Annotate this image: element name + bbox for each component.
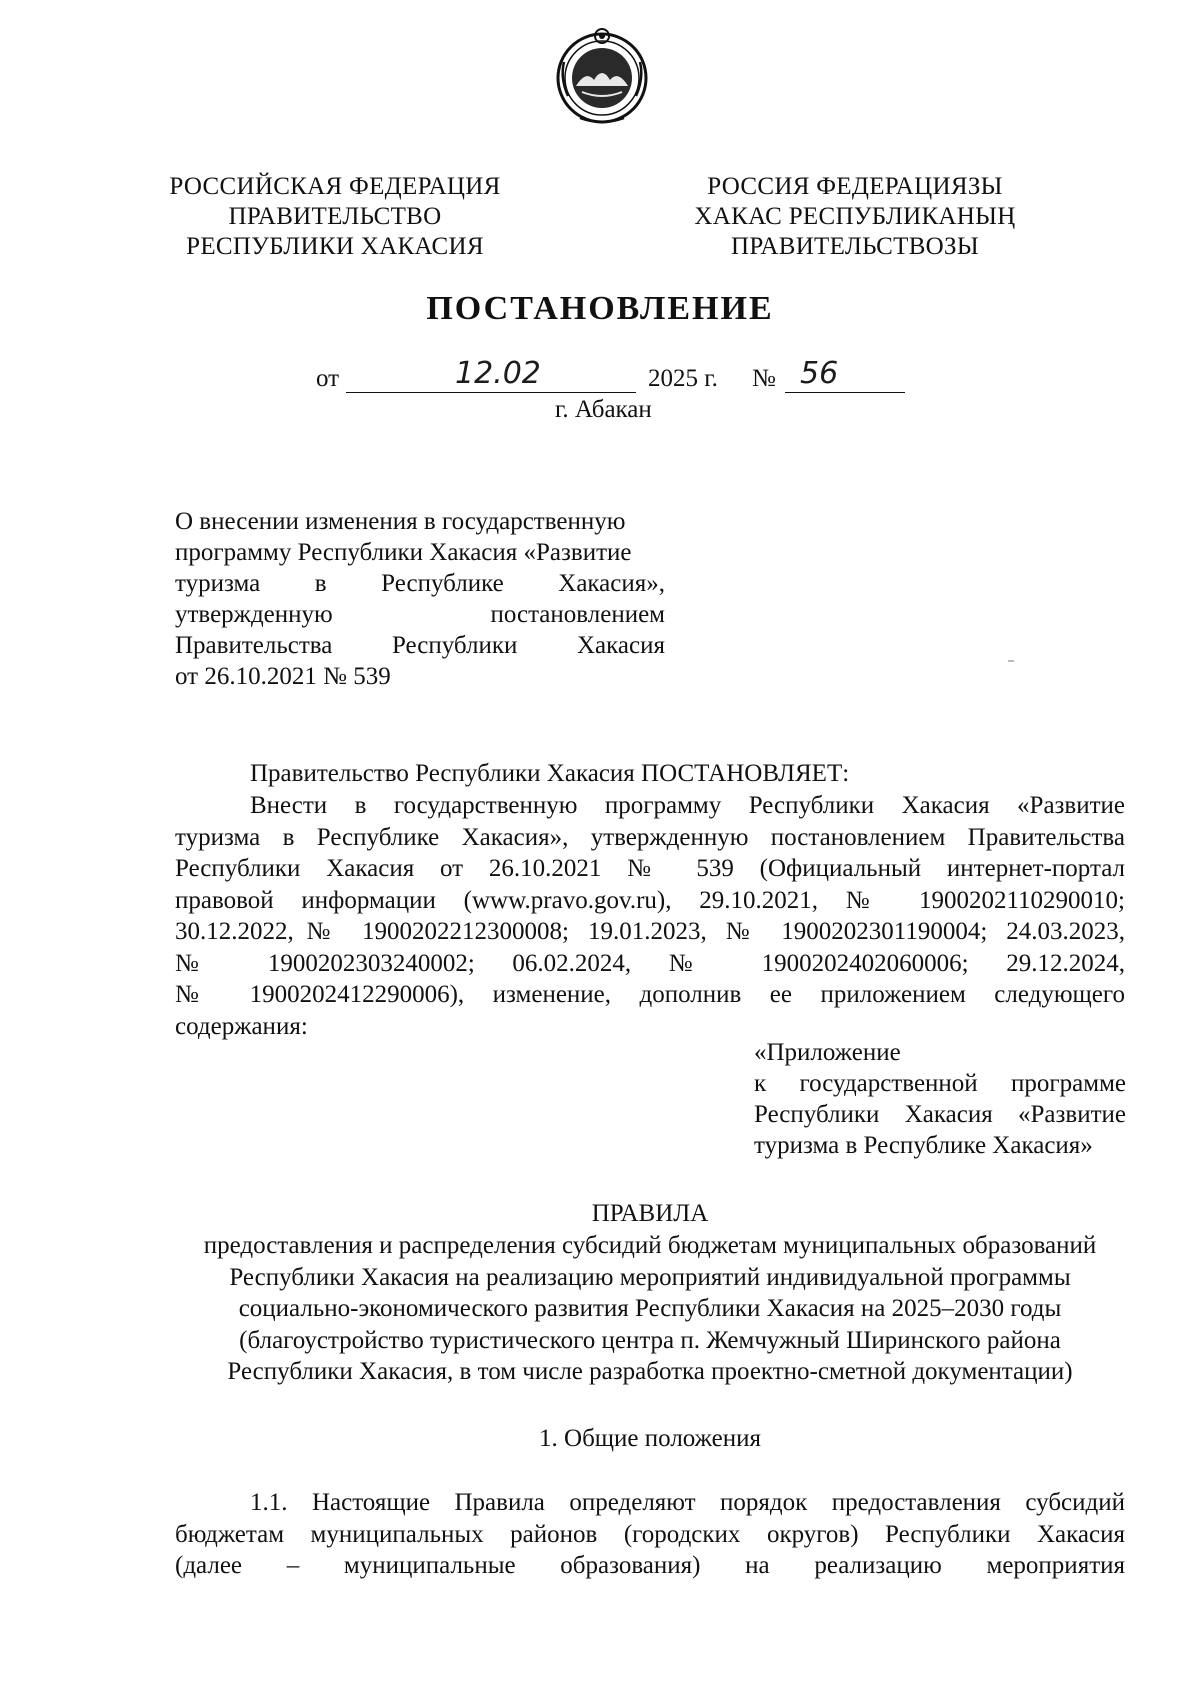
subject-line: О внесении изменения в государственную bbox=[175, 508, 626, 535]
rules-subtitle-line: Республики Хакасия на реализацию мероприятий индивидуальной программы bbox=[229, 1263, 1071, 1291]
header-left bbox=[160, 172, 510, 262]
coat-of-arms-khakassia-icon bbox=[552, 22, 652, 130]
preamble: Правительство Республики Хакасия ПОСТАНОВЛЯЕТ: bbox=[250, 760, 850, 787]
header-left-line: РОССИЙСКАЯ ФЕДЕРАЦИЯ bbox=[169, 173, 501, 200]
rules-subtitle-line: социально-экономического развития Республики Хакасия на 2025–2030 годы bbox=[238, 1295, 1062, 1322]
scan-speck bbox=[1008, 660, 1014, 662]
rules-subtitle bbox=[175, 1230, 1125, 1388]
header-right bbox=[690, 172, 1020, 262]
rules-title: ПРАВИЛА bbox=[591, 1200, 709, 1227]
subject-line: программу Республики Хакасия «Развитие bbox=[175, 539, 632, 566]
rules-subtitle-line: (благоустройство туристического центра п. Жемчужный Ширинского района bbox=[239, 1326, 1061, 1354]
document-type-title: ПОСТАНОВЛЕНИЕ bbox=[426, 290, 774, 327]
handwritten-date: 12.02 bbox=[455, 356, 541, 391]
subject-block bbox=[175, 506, 665, 692]
subject-line: Правительства Республики Хакасия bbox=[175, 632, 665, 659]
rules-subtitle-line: Республики Хакасия, в том числе разработка проектно-сметной документации) bbox=[227, 1358, 1073, 1385]
appendix-line: Республики Хакасия «Развитие bbox=[754, 1101, 1126, 1128]
header-left-line: ПРАВИТЕЛЬСТВО bbox=[228, 203, 442, 230]
number-underline bbox=[785, 392, 905, 393]
section-1-title: 1. Общие положения bbox=[539, 1425, 761, 1452]
paragraph-line: правовой информации (www.pravo.gov.ru), 29.10.2021, № 1900202110290010; bbox=[175, 886, 1125, 914]
date-underline bbox=[346, 392, 636, 393]
paragraph-line: туризма в Республике Хакасия», утвержденную постановлением Правительства bbox=[175, 823, 1125, 851]
appendix-line: «Приложение bbox=[754, 1039, 901, 1066]
date-year: 2025 г. bbox=[648, 365, 718, 392]
header-right-line: ХАКАС РЕСПУБЛИКАНЫҢ bbox=[694, 203, 1016, 230]
header-right-line: РОССИЯ ФЕДЕРАЦИЯЗЫ bbox=[707, 173, 1003, 200]
appendix-line: туризма в Республике Хакасия» bbox=[754, 1132, 1093, 1159]
paragraph-1-1 bbox=[175, 1487, 1125, 1582]
paragraph-line: 30.12.2022,№ 1900202212300008; 19.01.2023, № 1900202301190004; 24.03.2023, bbox=[175, 918, 1125, 945]
city-name: г. Абакан bbox=[555, 396, 652, 423]
appendix-line: к государственной программе bbox=[754, 1070, 1126, 1097]
paragraph-1 bbox=[175, 790, 1125, 1042]
subject-line: туризма в Республике Хакасия», bbox=[175, 570, 665, 597]
paragraph-line: бюджетам муниципальных районов (городских округов) Республики Хакасия bbox=[175, 1520, 1125, 1548]
paragraph-line: Республики Хакасия от 26.10.2021 № 539 (Официальный интернет-портал bbox=[175, 855, 1125, 882]
appendix-note bbox=[754, 1037, 1126, 1161]
rules-subtitle-line: предоставления и распределения субсидий бюджетам муниципальных образований bbox=[203, 1232, 1097, 1259]
handwritten-number: 56 bbox=[800, 356, 839, 391]
subject-line: утвержденную постановлением bbox=[175, 601, 665, 628]
date-prefix: от bbox=[316, 365, 340, 392]
subject-line: от 26.10.2021 № 539 bbox=[175, 663, 391, 690]
number-sign: № bbox=[752, 365, 776, 392]
paragraph-line: № 1900202412290006), изменение, дополнив ее приложением следующего bbox=[175, 981, 1125, 1008]
paragraph-line: (далее – муниципальные образования) на реализацию мероприятия bbox=[175, 1552, 1125, 1579]
paragraph-line: Внести в государственную программу Республики Хакасия «Развитие bbox=[250, 792, 1125, 819]
paragraph-line: № 1900202303240002; 06.02.2024, № 1900202402060006; 29.12.2024, bbox=[175, 949, 1125, 977]
header-left-line: РЕСПУБЛИКИ ХАКАСИЯ bbox=[186, 233, 484, 260]
paragraph-line: содержания: bbox=[175, 1012, 308, 1040]
header-right-line: ПРАВИТЕЛЬСТВОЗЫ bbox=[731, 233, 979, 260]
paragraph-line: 1.1. Настоящие Правила определяют порядок предоставления субсидий bbox=[250, 1489, 1125, 1516]
